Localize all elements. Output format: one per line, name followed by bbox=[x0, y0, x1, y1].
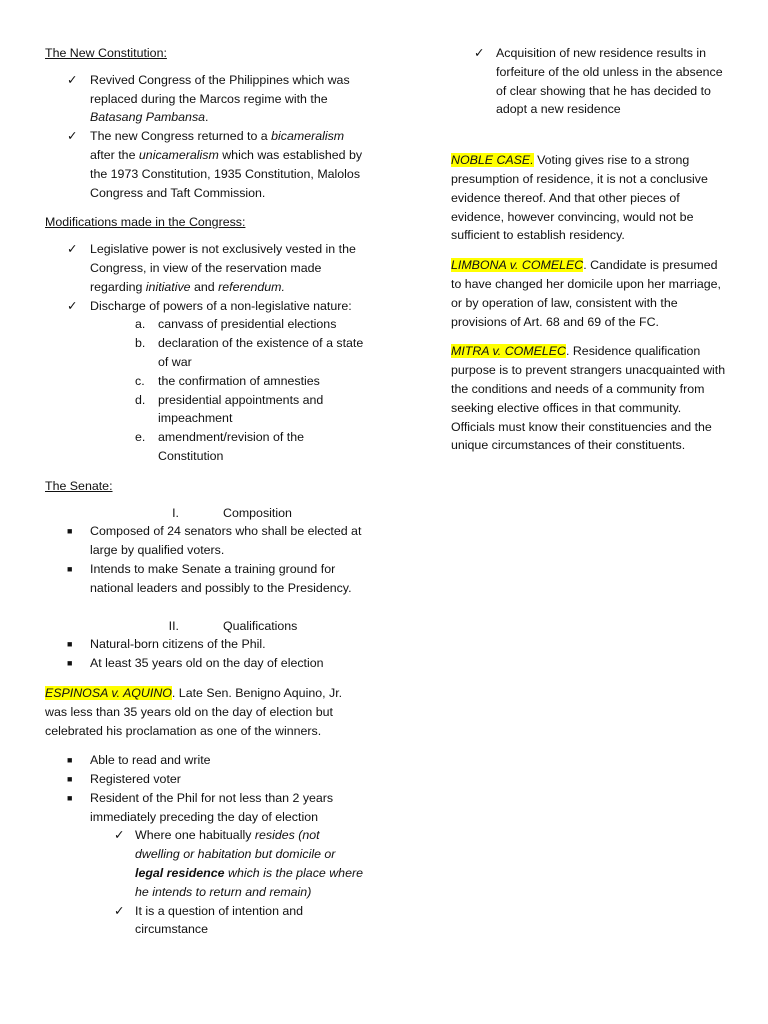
list-item: ■ Intends to make Senate a training ground for national leaders and possibly to the Presidency. bbox=[67, 561, 352, 595]
square-bullet-icon: ■ bbox=[67, 792, 73, 803]
list-item: ■ Natural-born citizens of the Phil. bbox=[45, 635, 367, 654]
more-qualifications-list bbox=[45, 751, 367, 826]
square-bullet-icon: ■ bbox=[67, 658, 73, 669]
italic-term: resides (not dwelling or habitation but domicile or bbox=[135, 828, 336, 862]
list-item: ✓ Revived Congress of the Philippines which was replaced during the Marcos regime with the Batasang Pambansa. bbox=[67, 72, 350, 125]
section-number: I. bbox=[172, 505, 179, 520]
square-bullet-icon: ■ bbox=[67, 563, 73, 574]
checkmark-icon: ✓ bbox=[67, 242, 78, 257]
list-item: ✓ Acquisition of new residence results in forfeiture of the old unless in the absence of clear showing that he has decided to adopt a new residence bbox=[474, 46, 723, 117]
checkmark-icon: ✓ bbox=[67, 129, 78, 144]
list-item: b. declaration of the existence of a state of war bbox=[135, 336, 364, 369]
case-name: ESPINOSA v. AQUINO bbox=[45, 685, 172, 700]
list-item: c. the confirmation of amnesties bbox=[45, 372, 367, 391]
section-label: Composition bbox=[223, 505, 292, 520]
noble-case-paragraph: NOBLE CASE. Voting gives rise to a strong presumption of residence, it is not a conclusive evidence thereof. And that other pieces of evidence, however convincing, would not be sufficient to establish residency. bbox=[451, 153, 708, 243]
bold-italic-term: legal residence bbox=[135, 866, 225, 881]
left-column bbox=[45, 44, 367, 939]
square-bullet-icon: ■ bbox=[67, 755, 73, 766]
mitra-case-paragraph: MITRA v. COMELEC. Residence qualification purpose is to prevent strangers unacquainted with the conditions and needs of a community from seeking elective offices in that community. Officials must know their constituencies and the unique circumstances of their constituents. bbox=[451, 344, 726, 453]
list-item: ✓ The new Congress returned to a bicameralism after the unicameralism which was established by the 1973 Constitution, 1935 Constitution, Malolos Congress and Taft Commission. bbox=[67, 129, 363, 200]
composition-list bbox=[45, 522, 367, 597]
italic-term: bicameralism bbox=[271, 129, 345, 144]
case-name: LIMBONA v. COMELEC bbox=[451, 258, 584, 273]
modifications-list bbox=[45, 240, 367, 315]
italic-term: which is the place where he intends to return and remain) bbox=[135, 866, 363, 899]
list-item: ■ Composed of 24 senators who shall be elected at large by qualified voters. bbox=[67, 524, 362, 558]
new-constitution-heading: The New Constitution: bbox=[45, 46, 167, 60]
qualifications-heading bbox=[45, 617, 367, 636]
italic-term: initiative bbox=[145, 279, 191, 294]
list-item: ✓ Legislative power is not exclusively vested in the Congress, in view of the reservation made regarding initiative and referendum. bbox=[67, 242, 356, 294]
list-marker: c. bbox=[135, 373, 145, 388]
checkmark-icon: ✓ bbox=[67, 72, 78, 87]
list-item: ■ Resident of the Phil for not less than 2 years immediately preceding the day of election bbox=[67, 790, 334, 824]
list-marker: d. bbox=[135, 392, 146, 407]
new-constitution-list bbox=[45, 71, 367, 203]
list-marker: e. bbox=[135, 430, 146, 445]
square-bullet-icon: ■ bbox=[67, 774, 73, 785]
residence-continuation-list bbox=[451, 44, 726, 119]
square-bullet-icon: ■ bbox=[67, 526, 73, 537]
list-item: e. amendment/revision of the Constitution bbox=[135, 430, 305, 463]
qualifications-list bbox=[45, 635, 367, 673]
senate-heading: The Senate: bbox=[45, 478, 113, 493]
checkmark-icon: ✓ bbox=[67, 298, 78, 313]
list-item: ■ At least 35 years old on the day of election bbox=[45, 654, 367, 673]
espinosa-case-paragraph: ESPINOSA v. AQUINO. Late Sen. Benigno Aquino, Jr. was less than 35 years old on the day of election but celebrated his proclamation as one of the winners. bbox=[45, 685, 343, 738]
square-bullet-icon: ■ bbox=[67, 639, 73, 650]
list-marker: a. bbox=[135, 317, 146, 332]
list-marker: b. bbox=[135, 336, 146, 351]
checkmark-icon: ✓ bbox=[474, 46, 485, 60]
section-number: II. bbox=[168, 618, 179, 633]
list-item: d. presidential appointments and impeachment bbox=[135, 392, 324, 426]
italic-term: Batasang Pambansa bbox=[90, 110, 206, 125]
residence-list bbox=[45, 826, 367, 939]
list-item: ✓ It is a question of intention and circumstance bbox=[114, 903, 304, 937]
checkmark-icon: ✓ bbox=[114, 903, 125, 918]
italic-term: unicameralism bbox=[138, 147, 219, 162]
list-item: ■ Registered voter bbox=[45, 770, 367, 789]
list-item: ✓ Where one habitually resides (not dwelling or habitation but domicile or legal residence which is the place where he intends to return and remain) bbox=[114, 828, 363, 899]
list-item: a. canvass of presidential elections bbox=[45, 315, 367, 334]
case-name: NOBLE CASE. bbox=[451, 153, 534, 168]
section-label: Qualifications bbox=[223, 618, 298, 633]
non-legislative-powers-list bbox=[45, 315, 367, 465]
list-item: ■ Able to read and write bbox=[45, 751, 367, 770]
checkmark-icon: ✓ bbox=[114, 828, 125, 843]
case-name: MITRA v. COMELEC bbox=[451, 344, 566, 359]
composition-heading bbox=[45, 504, 367, 523]
right-column bbox=[451, 44, 726, 455]
limbona-case-paragraph: LIMBONA v. COMELEC. Candidate is presumed to have changed her domicile upon her marriage, or by operation of law, consistent with the provisions of Art. 68 and 69 of the FC. bbox=[451, 258, 722, 329]
italic-term: referendum. bbox=[218, 279, 285, 294]
list-item: ✓ Discharge of powers of a non-legislative nature: bbox=[45, 297, 367, 316]
modifications-heading: Modifications made in the Congress: bbox=[45, 215, 246, 230]
